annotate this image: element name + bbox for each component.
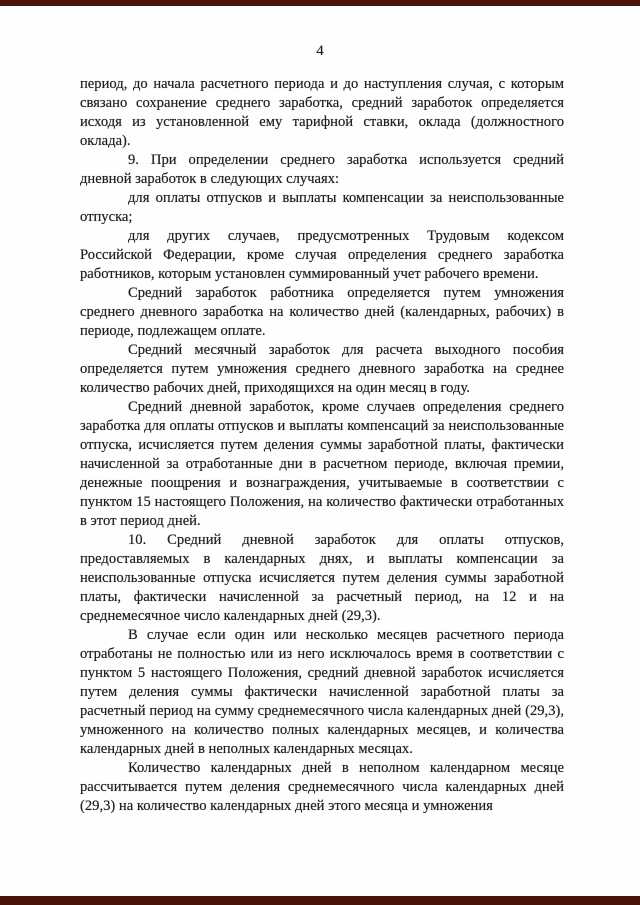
- paragraph-monthly-earnings: Средний месячный заработок для расчета выходного пособия определяется путем умножения среднего дневного заработка на среднее количество рабочих дней, приходящихся на один месяц в году.: [80, 342, 564, 396]
- paragraph-incomplete-months: В случае если один или несколько месяцев расчетного периода отработаны не полностью или из него исключалось время в соответствии с пунктом 5 настоящего Положения, средний дневной заработок исчисляется путем деления суммы фактически начисленной заработной платы за расчетный период на сумму среднемесячного числа календарных дней (29,3), умноженного на количество полных календарных месяцев, и количества календарных дней в неполных календарных месяцах.: [80, 627, 564, 757]
- document-body: [80, 75, 564, 816]
- paragraph-incomplete-month-days: Количество календарных дней в неполном календарном месяце рассчитывается путем деления среднемесячного числа календарных дней (29,3) на количество календарных дней этого месяца и умножения: [80, 760, 564, 814]
- scan-artifact-top-bar: [0, 0, 640, 6]
- paragraph-daily-earnings: Средний дневной заработок, кроме случаев определения среднего заработка для оплаты отпусков и выплаты компенсаций за неиспользованные отпуска, исчисляется путем деления суммы заработной платы, фактически начисленной за отработанные дни в расчетном периоде, включая премии, денежные поощрения и вознаграждения, учитываемые в соответствии с пунктом 15 настоящего Положения, на количество фактически отработанных в этот период дней.: [80, 399, 564, 529]
- paragraph-case-other: для других случаев, предусмотренных Трудовым кодексом Российской Федерации, кроме случая определения среднего заработка работников, которым установлен суммированный учет рабочего времени.: [80, 228, 564, 282]
- paragraph-average-earnings: Средний заработок работника определяется путем умножения среднего дневного заработка на количество дней (календарных, рабочих) в периоде, подлежащем оплате.: [80, 285, 564, 339]
- paragraph-continued: период, до начала расчетного периода и до наступления случая, с которым связано сохранение среднего заработка, средний заработок определяется исходя из установленной ему тарифной ставки, оклада (должностного оклада).: [80, 76, 564, 149]
- scan-artifact-bottom-bar: [0, 896, 640, 905]
- paragraph-item-9: 9. При определении среднего заработка используется средний дневной заработок в следующих случаях:: [80, 152, 564, 187]
- page-number: 4: [316, 43, 324, 59]
- paragraph-item-10: 10. Средний дневной заработок для оплаты отпусков, предоставляемых в календарных днях, и выплаты компенсации за неиспользованные отпуска исчисляется путем деления суммы заработной платы, фактически начисленной за расчетный период, на 12 и на среднемесячное число календарных дней (29,3).: [80, 532, 564, 624]
- paragraph-case-vacations: для оплаты отпусков и выплаты компенсации за неиспользованные отпуска;: [80, 190, 564, 225]
